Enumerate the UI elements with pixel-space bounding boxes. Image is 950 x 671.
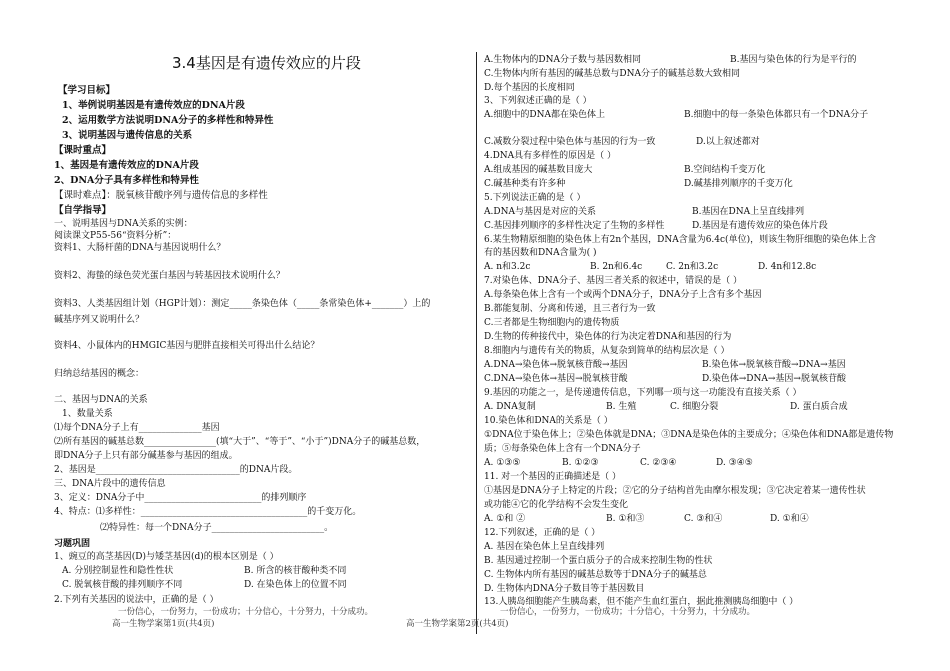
q7-option-c: C.三者都是生物细胞内的遗传物质 [484,318,620,328]
q3-option-c: C.减数分裂过程中染色体与基因的行为一致 [484,137,656,147]
question-5: 5.下列说法正确的是（ ） [484,193,586,203]
q6-option-b: B. 2n和6.4c [590,262,643,272]
question-11: 11. 对一个基因的正确描述是（ ） [484,472,622,482]
q8-option-a: A.DNA→染色体→脱氧核苷酸→基因 [484,360,628,370]
s2-item-1b: ⑵所有基因的碱基总数________________(填“大于”、“等于”、“小于”)DNA分子的碱基总数， [54,437,426,447]
q6-option-a: A. n和3.2c [484,262,531,272]
q10-option-c: C. ②③④ [640,458,677,468]
q9-option-c: C. 细胞分裂 [670,402,719,412]
objectives-header: 【学习目标】 [58,85,116,96]
q7-option-d: D.生物的传种接代中，染色体的行为决定着DNA和基因的行为 [484,332,732,342]
key-header: 【课时重点】 [54,145,112,156]
q11-option-b: B. ①和③ [606,514,645,524]
footer-motto-left: 一份信心，一份努力，一份成功；十分信心，十分努力，十分成功。 [118,607,374,617]
s3-item-3: 3、定义：DNA分子中__________________________的排列顺序 [54,493,307,503]
q5-option-c: C.基因排列顺序的多样性决定了生物的多样性 [484,221,665,231]
question-7: 7.对染色体、DNA分子、基因三者关系的叙述中，错误的是（ ） [484,276,743,286]
q11-option-d: D. ①和④ [770,514,809,524]
question-2: 2.下列有关基因的说法中，正确的是（ ） [54,595,219,605]
exercise-header: 习题巩固 [54,539,91,549]
q4-option-d: D.碱基排列顺序的千变万化 [684,179,793,189]
s3-item-4: 4、特点：⑴多样性：_____________________________________的千变万化。 [54,507,362,517]
material-3b: 碱基序列又说明什么？ [54,315,145,325]
material-1: 资料1、大肠杆菌的DNA与基因说明什么？ [54,243,226,253]
q8-option-b: B.染色体→脱氧核苷酸→DNA→基因 [702,360,846,370]
q10-stem-a: ①DNA位于染色体上；②染色体就是DNA；③DNA是染色体的主要成分；④染色体和DNA都是遗传物 [484,430,894,440]
question-6b: 有的基因数和DNA含量为( ) [484,248,597,258]
q6-option-c: C. 2n和3.2c [666,262,719,272]
q5-option-a: A.DNA与基因是对应的关系 [484,207,596,217]
q11-stem-a: ①基因是DNA分子上特定的片段；②它的分子结构首先由摩尔根发现；③它决定着某一遗传性状 [484,486,866,496]
question-12: 12.下列叙述，正确的是（ ） [484,528,601,538]
column-divider [476,52,477,634]
q9-option-a: A. DNA复制 [484,402,536,412]
question-4: 4.DNA具有多样性的原因是（ ） [484,151,617,161]
s2-item-1a: ⑴每个DNA分子上有______________基因 [54,423,220,433]
material-2: 资料2、海蛰的绿色荧光蛋白基因与转基因技术说明什么？ [54,271,285,281]
summary: 归纳总结基因的概念： [54,369,145,379]
footer-motto-right: 一份信心，一份努力，一份成功；十分信心，十分努力，十分成功。 [500,607,756,617]
material-4: 资料4、小鼠体内的HMGIC基因与肥胖直接相关可得出什么结论？ [54,341,320,351]
q2-option-c: C.生物体内所有基因的碱基总数与DNA分子的碱基总数大致相同 [484,69,741,79]
q12-option-c: C. 生物体内所有基因的碱基总数等于DNA分子的碱基总 [484,570,707,580]
q12-option-b: B. 基因通过控制一个蛋白质分子的合成来控制生物的性状 [484,556,713,566]
guide-section-1: 一、说明基因与DNA关系的实例： [54,219,193,229]
s2-item-1c: 即DNA分子上只有部分碱基参与基因的组成。 [54,451,238,461]
guide-header: 【自学指导】 [54,205,112,216]
key-point-1: 1、基因是有遗传效应的DNA片段 [54,160,199,171]
q4-option-a: A.组成基因的碱基数目庞大 [484,165,593,175]
material-3a: 资料3、人类基因组计划（HGP计划）：测定_____条染色体（_____条常染色体+_______）上的 [54,299,431,309]
guide-read: 阅读课文P55-56“资料分析”： [54,231,177,241]
question-9: 9.基因的功能之一，是传递遗传信息，下列哪一项与这一功能没有直接关系（ ） [484,388,802,398]
difficulty: 【课时难点】：脱氧核苷酸序列与遗传信息的多样性 [54,190,268,201]
q10-option-d: D. ③④⑤ [716,458,753,468]
q7-option-a: A.每条染色体上含有一个或两个DNA分子，DNA分子上含有多个基因 [484,290,762,300]
q3-option-b: B.细胞中的每一条染色体都只有一个DNA分子 [684,110,869,120]
q10-stem-b: 质；⑤每条染色体上含有一个DNA分子 [484,444,641,454]
q5-option-b: B.基因在DNA上呈直线排列 [692,207,805,217]
q3-option-a: A.细胞中的DNA都在染色体上 [484,110,605,120]
q10-option-b: B. ①②③ [562,458,599,468]
q11-option-c: C. ③和④ [684,514,723,524]
s2-item-1: 1、数量关系 [62,409,113,419]
q9-option-b: B. 生殖 [606,402,637,412]
q1-option-c: C. 脱氧核苷酸的排列顺序不同 [62,580,183,590]
s3-item-4b: ⑵特异性：每一个DNA分子_________________________。 [100,523,334,533]
q3-option-d: D.以上叙述都对 [696,137,760,147]
section-3: 三、DNA片段中的遗传信息 [54,479,166,489]
question-6a: 6.某生物精原细胞的染色体上有2n个基因，DNA含量为6.4c(单位)，则该生物肝细胞的染色体上含 [484,235,877,245]
q5-option-d: D.基因是有遗传效应的染色体片段 [692,221,828,231]
page-title: 3.4基因是有遗传效应的片段 [172,54,361,72]
q1-option-a: A. 分别控制显性和隐性性状 [62,566,174,576]
key-point-2: 2、DNA分子具有多样性和特异性 [54,175,199,186]
q8-option-d: D.染色体→DNA→基因→脱氧核苷酸 [702,374,846,384]
q4-option-b: B.空间结构千变万化 [684,165,766,175]
footer-page-right: 高一生物学案第2页(共4页) [406,619,509,629]
q9-option-d: D. 蛋白质合成 [790,402,848,412]
q2-option-d: D.每个基因的长度相同 [484,83,575,93]
q7-option-b: B.都能复制、分离和传递，且三者行为一致 [484,304,656,314]
question-10: 10.染色体和DNA的关系是（ ） [484,416,613,426]
s2-item-2: 2、基因是________________________________的DNA片段。 [54,465,298,475]
footer-page-left: 高一生物学案第1页(共4页) [112,619,215,629]
objective-2: 2、运用数学方法说明DNA分子的多样性和特异性 [62,115,274,126]
objective-1: 1、举例说明基因是有遗传效应的DNA片段 [62,100,245,111]
q11-option-a: A. ①和 ② [484,514,526,524]
q1-option-b: B. 所含的核苷酸种类不同 [244,566,347,576]
q10-option-a: A. ①③⑤ [484,458,521,468]
q12-option-d: D. 生物体内DNA分子数目等于基因数目 [484,584,645,594]
q1-option-d: D. 在染色体上的位置不同 [244,580,347,590]
q2-option-b: B.基因与染色体的行为是平行的 [730,55,857,65]
question-1: 1、豌豆的高茎基因(D)与矮茎基因(d)的根本区别是（ ） [54,552,279,562]
q6-option-d: D. 4n和12.8c [758,262,817,272]
q4-option-c: C.碱基种类有许多种 [484,179,566,189]
q2-option-a: A.生物体内的DNA分子数与基因数相同 [484,55,641,65]
q11-stem-b: 或功能④它的化学结构不会发生变化 [484,500,629,510]
q12-option-a: A. 基因在染色体上呈直线排列 [484,542,605,552]
question-3: 3、下列叙述正确的是（ ） [484,96,592,106]
question-8: 8.细胞内与遗传有关的物质，从复杂到简单的结构层次是（ ） [484,346,730,356]
question-13: 13.人胰岛细胞能产生胰岛素，但不能产生血红蛋白，据此推测胰岛细胞中（ ） [484,597,799,607]
section-2: 二、基因与DNA的关系 [54,395,148,405]
q8-option-c: C.DNA→染色体→基因→脱氧核苷酸 [484,374,628,384]
objective-3: 3、说明基因与遗传信息的关系 [62,130,193,141]
